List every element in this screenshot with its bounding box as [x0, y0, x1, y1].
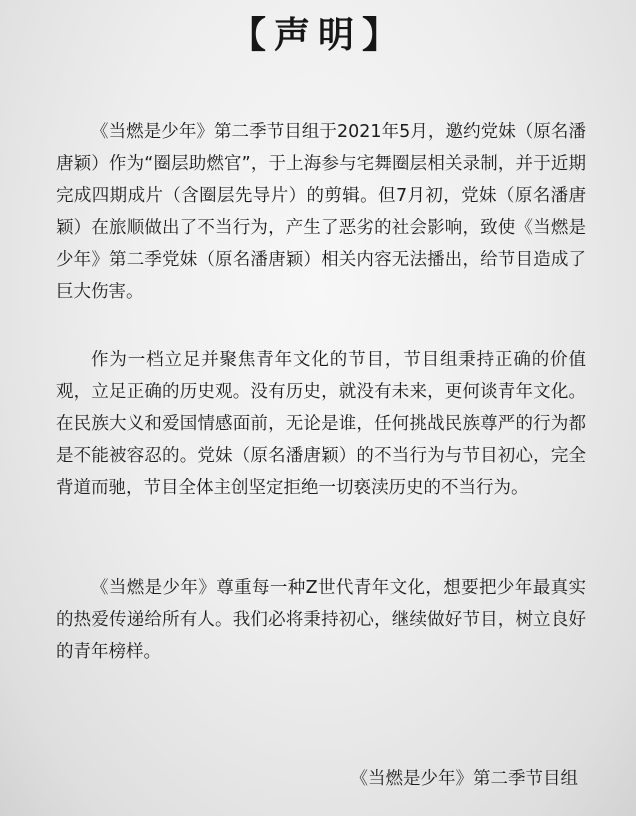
- statement-paragraph-3: 《当燃是少年》尊重每一种Z世代青年文化，想要把少年最真实的热爱传递给所有人。我们必将秉持初心，继续做好节目，树立良好的青年榜样。: [56, 578, 586, 662]
- statement-paragraph-1: 《当燃是少年》第二季节目组于2021年5月，邀约党妹（原名潘唐颖）作为“圈层助燃官”，于上海参与宅舞圈层相关录制，并于近期完成四期成片（含圈层先导片）的剪辑。但7月初，党妹（原名潘唐颖）在旅顺做出了不当行为，产生了恶劣的社会影响，致使《当燃是少年》第二季党妹（原名潘唐颖）相关内容无法播出，给节目造成了巨大伤害。: [56, 122, 586, 302]
- statement-title: 【声明】: [229, 15, 406, 56]
- statement-signature: 《当燃是少年》第二季节目组: [350, 769, 578, 789]
- statement-paragraph-2: 作为一档立足并聚焦青年文化的节目，节目组秉持正确的价值观，立足正确的历史观。没有历史，就没有未来，更何谈青年文化。在民族大义和爱国情感面前，无论是谁，任何挑战民族尊严的行为都是不能被容忍的。党妹（原名潘唐颖）的不当行为与节目初心，完全背道而驰，节目全体主创坚定拒绝一切亵渎历史的不当行为。: [56, 350, 586, 498]
